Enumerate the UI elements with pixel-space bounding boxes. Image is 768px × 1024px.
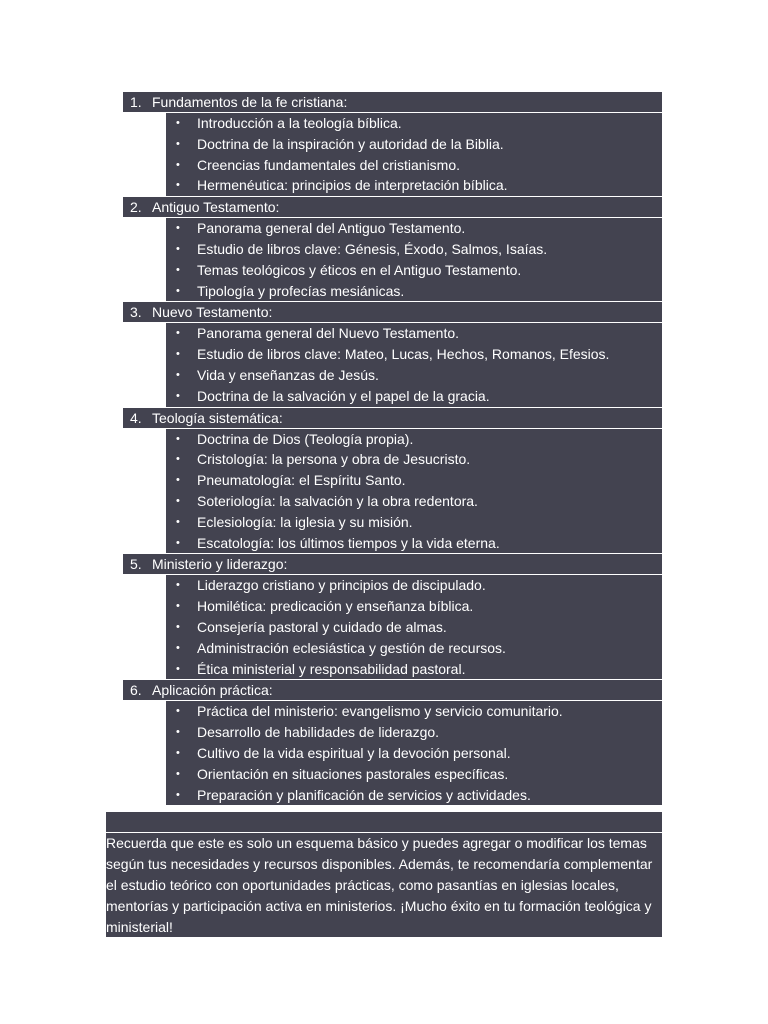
list-item-text: Liderazgo cristiano y principios de discipulado. — [197, 577, 486, 594]
section-number: 1. — [130, 94, 142, 110]
list-item-text: Hermenéutica: principios de interpretación bíblica. — [197, 177, 508, 194]
list-item — [166, 659, 662, 680]
section-item-list — [166, 575, 662, 680]
list-item-text: Estudio de libros clave: Génesis, Éxodo, Salmos, Isaías. — [197, 240, 548, 257]
list-item-text: Estudio de libros clave: Mateo, Lucas, Hechos, Romanos, Efesios. — [197, 346, 610, 363]
outline — [106, 92, 662, 806]
list-item-text: Panorama general del Antiguo Testamento. — [197, 220, 466, 237]
list-item — [166, 512, 662, 533]
bullet-icon: • — [176, 579, 180, 592]
list-item-text: Desarrollo de habilidades de liderazgo. — [197, 724, 440, 741]
bullet-icon: • — [176, 788, 180, 801]
list-item-text: Soteriología: la salvación y la obra redentora. — [197, 492, 478, 509]
section-item-list — [166, 701, 662, 806]
list-item-text: Eclesiología: la iglesia y su misión. — [197, 513, 413, 530]
section-number: 3. — [130, 304, 142, 321]
list-item — [166, 470, 662, 491]
list-item — [166, 260, 662, 281]
list-item — [166, 533, 662, 554]
section-title: Fundamentos de la fe cristiana: — [152, 94, 348, 110]
list-item-text: Orientación en situaciones pastorales específicas. — [197, 765, 509, 782]
bullet-icon: • — [176, 368, 180, 381]
list-item-text: Preparación y planificación de servicios y actividades. — [197, 786, 531, 803]
list-item-text: Temas teológicos y éticos en el Antiguo Testamento. — [197, 261, 522, 278]
bullet-icon: • — [176, 348, 180, 361]
bullet-icon: • — [176, 767, 180, 780]
list-item-text: Vida y enseñanzas de Jesús. — [197, 366, 379, 383]
section-heading — [123, 302, 662, 323]
list-item-text: Homilética: predicación y enseñanza bíblica. — [197, 598, 474, 615]
section-title: Ministerio y liderazgo: — [152, 556, 288, 573]
section-title: Aplicación práctica: — [152, 682, 273, 699]
list-item — [166, 134, 662, 155]
list-item — [166, 323, 662, 344]
list-item-text: Administración eclesiástica y gestión de recursos. — [197, 639, 506, 656]
section-title: Nuevo Testamento: — [152, 304, 273, 321]
list-item — [166, 785, 662, 806]
list-item — [166, 175, 662, 196]
section-heading — [123, 680, 662, 701]
list-item — [166, 386, 662, 407]
list-item — [166, 218, 662, 239]
bullet-icon: • — [176, 620, 180, 633]
section-item-list — [166, 323, 662, 407]
bullet-icon: • — [176, 284, 180, 297]
list-item — [166, 449, 662, 470]
document — [106, 92, 662, 937]
section-item-list — [166, 429, 662, 555]
bullet-icon: • — [176, 432, 180, 445]
section-heading — [123, 92, 662, 113]
bullet-icon: • — [176, 453, 180, 466]
bullet-icon: • — [176, 536, 180, 549]
list-item — [166, 344, 662, 365]
list-item — [166, 491, 662, 512]
list-item-text: Pneumatología: el Espíritu Santo. — [197, 472, 406, 489]
section-heading — [123, 408, 662, 429]
list-item — [166, 155, 662, 176]
list-item-text: Panorama general del Nuevo Testamento. — [197, 325, 460, 342]
section-number: 5. — [130, 556, 142, 573]
section-item-list — [166, 218, 662, 302]
bullet-icon: • — [176, 705, 180, 718]
bullet-icon: • — [176, 222, 180, 235]
spacer-row — [106, 812, 662, 833]
section-title: Antiguo Testamento: — [152, 199, 280, 216]
bullet-icon: • — [176, 641, 180, 654]
bullet-icon: • — [176, 242, 180, 255]
list-item — [166, 365, 662, 386]
list-item — [166, 722, 662, 743]
bullet-icon: • — [176, 494, 180, 507]
bullet-icon: • — [176, 137, 180, 150]
list-item — [166, 764, 662, 785]
bullet-icon: • — [176, 474, 180, 487]
list-item-text: Ética ministerial y responsabilidad pastoral. — [197, 660, 466, 677]
section-title: Teología sistemática: — [152, 409, 283, 426]
list-item — [166, 743, 662, 764]
bullet-icon: • — [176, 662, 180, 675]
list-item — [166, 239, 662, 260]
list-item-text: Doctrina de la inspiración y autoridad de la Biblia. — [197, 135, 504, 152]
list-item — [166, 113, 662, 134]
section-number: 6. — [130, 682, 142, 699]
list-item — [166, 575, 662, 596]
bullet-icon: • — [176, 600, 180, 613]
bullet-icon: • — [176, 158, 180, 171]
list-item-text: Doctrina de la salvación y el papel de la gracia. — [197, 387, 490, 404]
section-heading — [123, 554, 662, 575]
bullet-icon: • — [176, 117, 180, 129]
list-item — [166, 701, 662, 722]
bullet-icon: • — [176, 179, 180, 192]
list-item-text: Creencias fundamentales del cristianismo. — [197, 156, 461, 173]
list-item-text: Introducción a la teología bíblica. — [197, 115, 402, 131]
bullet-icon: • — [176, 726, 180, 739]
bullet-icon: • — [176, 746, 180, 759]
bullet-icon: • — [176, 389, 180, 402]
list-item-text: Práctica del ministerio: evangelismo y servicio comunitario. — [197, 703, 563, 720]
closing-paragraph: Recuerda que este es solo un esquema básico y puedes agregar o modificar los temas según tus necesidades y recursos disponibles. Además, te recomendaría complementar el estudio teórico con oportunidades prácticas, como pasantías en iglesias locales, mentorías y participación activa en ministerios. ¡Mucho éxito en tu formación teológica y ministerial! — [106, 833, 662, 937]
bullet-icon: • — [176, 263, 180, 276]
bullet-icon: • — [176, 515, 180, 528]
section-item-list — [166, 113, 662, 197]
section-number: 2. — [130, 199, 142, 216]
list-item-text: Doctrina de Dios (Teología propia). — [197, 430, 414, 447]
list-item — [166, 617, 662, 638]
list-item-text: Cristología: la persona y obra de Jesucristo. — [197, 451, 471, 468]
list-item — [166, 638, 662, 659]
section-number: 4. — [130, 409, 142, 426]
list-item — [166, 596, 662, 617]
list-item — [166, 281, 662, 302]
list-item-text: Escatología: los últimos tiempos y la vida eterna. — [197, 534, 500, 551]
list-item-text: Consejería pastoral y cuidado de almas. — [197, 618, 447, 635]
list-item — [166, 429, 662, 450]
bullet-icon: • — [176, 327, 180, 340]
section-heading — [123, 197, 662, 218]
list-item-text: Cultivo de la vida espiritual y la devoción personal. — [197, 744, 511, 761]
list-item-text: Tipología y profecías mesiánicas. — [197, 282, 405, 299]
